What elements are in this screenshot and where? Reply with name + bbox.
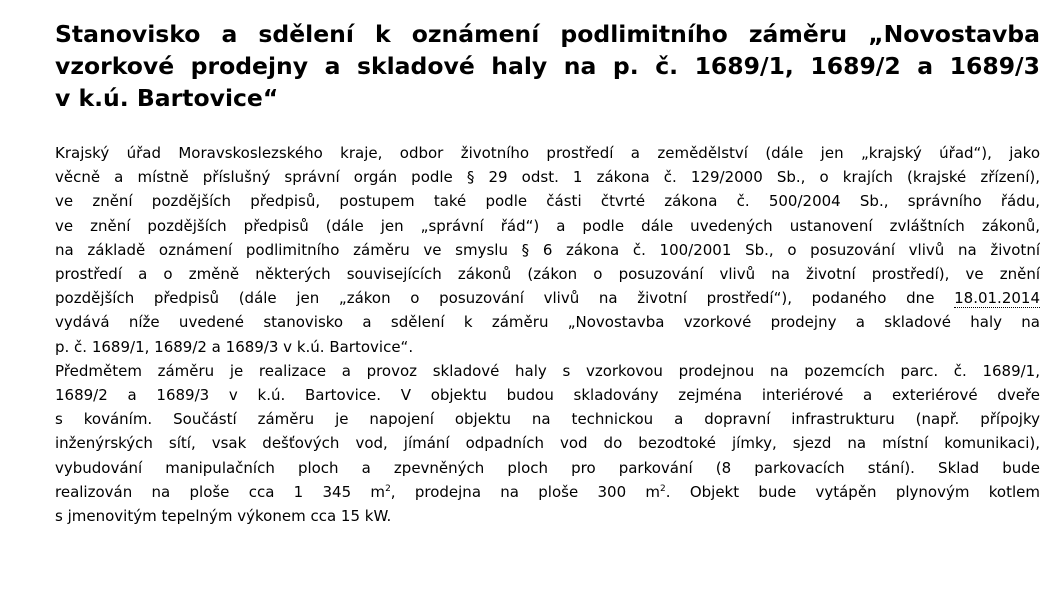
paragraph-text: , prodejna na ploše 300 m [390,482,661,501]
paragraph-line: inženýrských sítí, vsak dešťových vod, jímání odpadních vod do bezodtoké jímky, sjezd na místní komunikaci), [55,434,1040,453]
paragraph-line [55,480,1040,504]
paragraph-text: . Objekt bude vytápěn plynovým kotlem [665,482,1040,501]
title-line-3: v k.ú. Bartovice“ [55,84,279,112]
paragraph-line: vydává níže uvedené stanovisko a sdělení k záměru „Novostavba vzorkové prodejny a skladové haly na [55,313,1040,332]
paragraph-line: prostředí a o změně některých souvisejících zákonů (zákon o posuzování vlivů na životní prostředí), ve znění [55,265,1040,284]
title-line-1: Stanovisko a sdělení k oznámení podlimitního záměru „Novostavba [55,20,1040,48]
superscript: 2 [385,483,391,494]
paragraph-line: s kováním. Součástí záměru je napojení objektu na technickou a dopravní infrastrukturu (např. přípojky [55,410,1040,429]
document-page [55,18,1040,528]
document-title [55,18,1040,114]
paragraph-line: p. č. 1689/1, 1689/2 a 1689/3 v k.ú. Bartovice“. [55,337,414,356]
paragraph-line: ve znění pozdějších předpisů, postupem také podle části čtvrté zákona č. 500/2004 Sb., správního řádu, [55,192,1040,211]
paragraph-line: s jmenovitým tepelným výkonem cca 15 kW. [55,507,392,526]
paragraph-line: Předmětem záměru je realizace a provoz skladové haly s vzorkovou prodejnou na pozemcích parc. č. 1689/1, [55,361,1040,380]
superscript: 2 [660,483,666,494]
paragraph-line: Krajský úřad Moravskoslezského kraje, odbor životního prostředí a zemědělství (dále jen „krajský úřad“), jako [55,144,1040,162]
paragraph-line: vybudování manipulačních ploch a zpevněných ploch pro parkování (8 parkovacích stání). Sklad bude [55,458,1040,477]
paragraph-subject [55,359,1040,528]
paragraph-text: realizován na ploše cca 1 345 m [55,482,386,501]
paragraph-text: pozdějších předpisů (dále jen „zákon o posuzování vlivů na životní prostředí“), podaného dne [55,289,955,308]
paragraph-line [55,286,1040,310]
paragraph-line: věcně a místně příslušný správní orgán podle § 29 odst. 1 zákona č. 129/2000 Sb., o krajích (krajské zřízení), [55,168,1040,187]
paragraph-intro [55,141,1040,359]
submission-date: 18.01.2014 [954,289,1040,308]
paragraph-line: na základě oznámení podlimitního záměru ve smyslu § 6 zákona č. 100/2001 Sb., o posuzování vlivů na životní [55,240,1040,259]
title-line-2: vzorkové prodejny a skladové haly na p. č. 1689/1, 1689/2 a 1689/3 [55,52,1040,80]
paragraph-line: 1689/2 a 1689/3 v k.ú. Bartovice. V objektu budou skladovány zejména interiérové a exteriérové dveře [55,386,1040,405]
paragraph-line: ve znění pozdějších předpisů (dále jen „správní řád“) a podle dále uvedených ustanovení zvláštních zákonů, [55,216,1040,235]
